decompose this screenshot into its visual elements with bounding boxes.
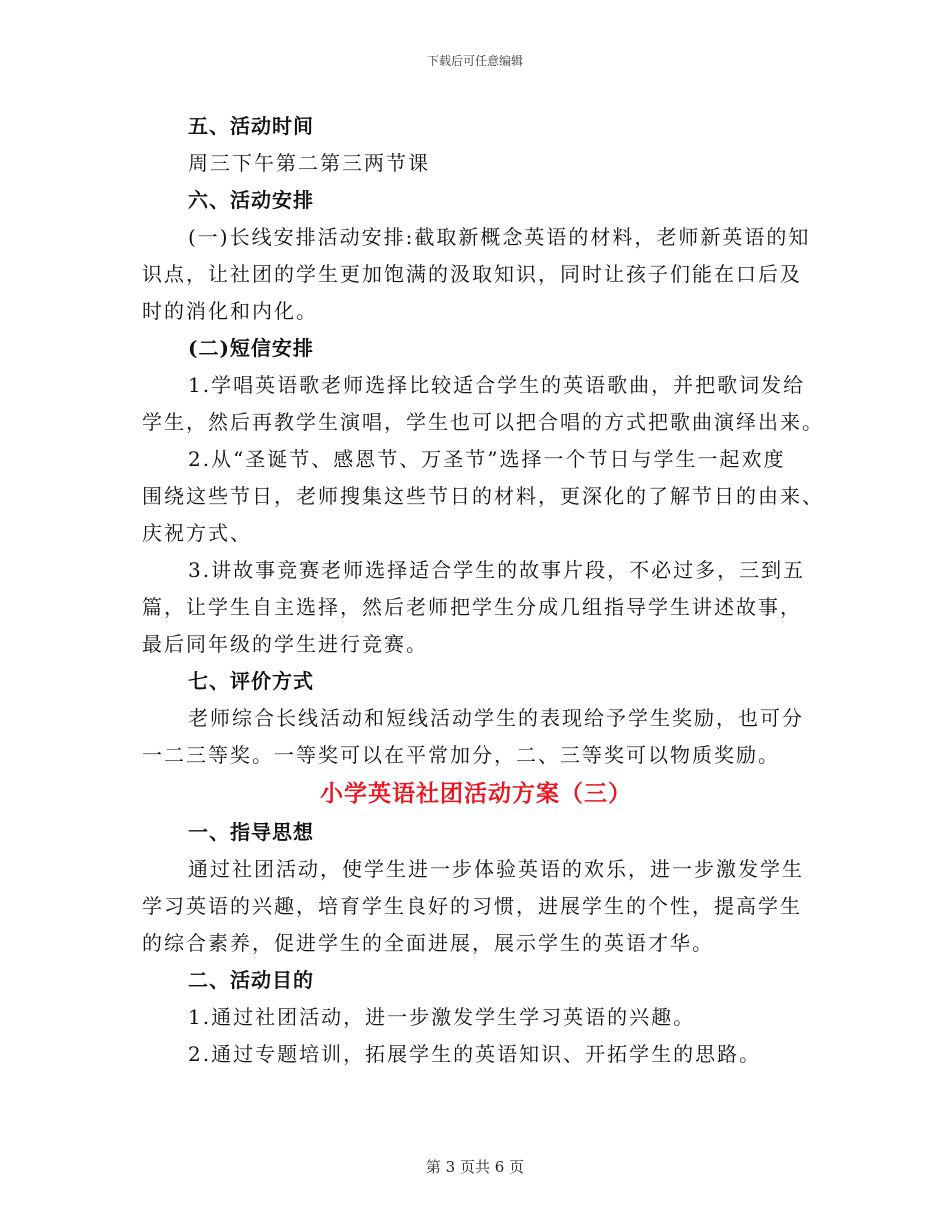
paragraph-line: 老师综合长线活动和短线活动学生的表现给予学生奖励，也可分 (188, 706, 804, 730)
page-header: 下载后可任意编辑 (426, 54, 523, 68)
section-heading: 二、活动目的 (188, 968, 314, 992)
document-title: 小学英语社团活动方案（三） (320, 780, 632, 807)
paragraph-line: 2.通过专题培训，拓展学生的英语知识、开拓学生的思路。 (188, 1042, 762, 1066)
paragraph-line: 围绕这些节日，老师搜集这些节日的材料，更深化的了解节日的由来、 (142, 484, 824, 508)
paragraph-line: 识点，让社团的学生更加饱满的汲取知识，同时让孩子们能在口后及 (142, 262, 802, 286)
paragraph-line: 庆祝方式、 (142, 521, 252, 545)
paragraph-line: (一)长线安排活动安排:截取新概念英语的材料，老师新英语的知 (188, 225, 811, 249)
paragraph-line: 通过社团活动，使学生进一步体验英语的欢乐，进一步激发学生 (188, 857, 804, 881)
paragraph-line: 最后同年级的学生进行竞赛。 (142, 632, 428, 656)
paragraph-line: 周三下午第二第三两节课 (188, 151, 430, 175)
subsection-heading: (二)短信安排 (188, 336, 314, 360)
paragraph-line: 3.讲故事竞赛老师选择适合学生的故事片段，不必过多，三到五 (188, 558, 806, 582)
paragraph-line: 2.从“圣诞节、感恩节、万圣节”选择一个节日与学生一起欢度 (188, 447, 786, 471)
section-heading: 六、活动安排 (188, 188, 314, 212)
paragraph-line: 1.学唱英语歌老师选择比较适合学生的英语歌曲，并把歌词发给 (188, 373, 806, 397)
page-footer: 第 3 页共 6 页 (425, 1158, 525, 1176)
section-heading: 五、活动时间 (188, 114, 314, 138)
paragraph-line: 篇，让学生自主选择，然后老师把学生分成几组指导学生讲述故事， (142, 595, 802, 619)
paragraph-line: 学生，然后再教学生演唱，学生也可以把合唱的方式把歌曲演绎出来。 (142, 410, 824, 434)
paragraph-line: 的综合素养，促进学生的全面进展，展示学生的英语才华。 (142, 931, 714, 955)
section-heading: 一、指导思想 (188, 820, 314, 844)
paragraph-line: 时的消化和内化。 (142, 299, 318, 323)
paragraph-line: 学习英语的兴趣，培育学生良好的习惯，进展学生的个性，提高学生 (142, 894, 802, 918)
paragraph-line: 一二三等奖。一等奖可以在平常加分，二、三等奖可以物质奖励。 (142, 743, 780, 767)
document-body (142, 108, 824, 1073)
section-heading: 七、评价方式 (188, 669, 314, 693)
paragraph-line: 1.通过社团活动，进一步激发学生学习英语的兴趣。 (188, 1005, 696, 1029)
